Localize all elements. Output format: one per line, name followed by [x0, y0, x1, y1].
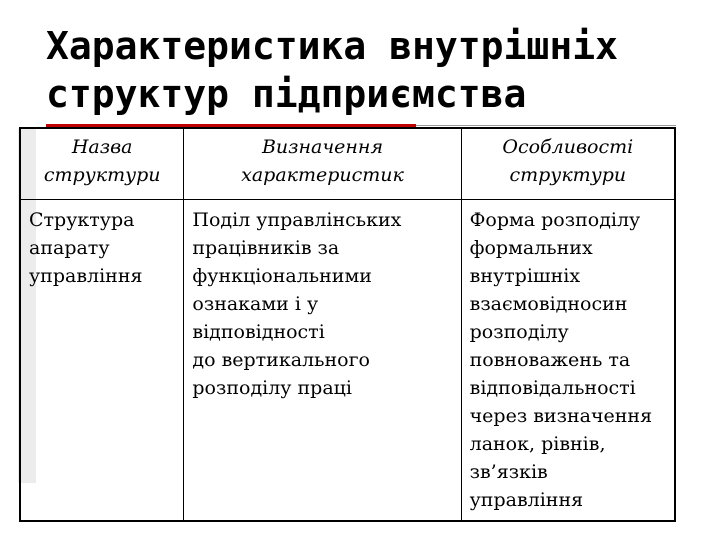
cell-definition: Поділ управлінських працівників за функціональними ознаками і у відповідності до вертикального розподілу праці — [184, 200, 461, 522]
slide-title-line1: Характеристика внутрішніх — [46, 24, 618, 68]
slide-title — [46, 22, 706, 118]
header-features: Особливості структури — [461, 128, 675, 200]
structure-table — [19, 127, 676, 522]
table-row — [20, 200, 675, 522]
header-definition: Визначення характеристик — [184, 128, 461, 200]
table-header-row — [20, 128, 675, 200]
cell-features: Форма розподілу формальних внутрішніх взаємовідносин розподілу повноважень та відповідальності через визначення ланок, рівнів, зв’язків управління — [461, 200, 675, 522]
title-underline-gray — [416, 125, 676, 126]
slide-title-line2: структур підприємства — [46, 72, 527, 116]
cell-structure-name: Структура апарату управління — [20, 200, 184, 522]
header-name: Назва структури — [20, 128, 184, 200]
